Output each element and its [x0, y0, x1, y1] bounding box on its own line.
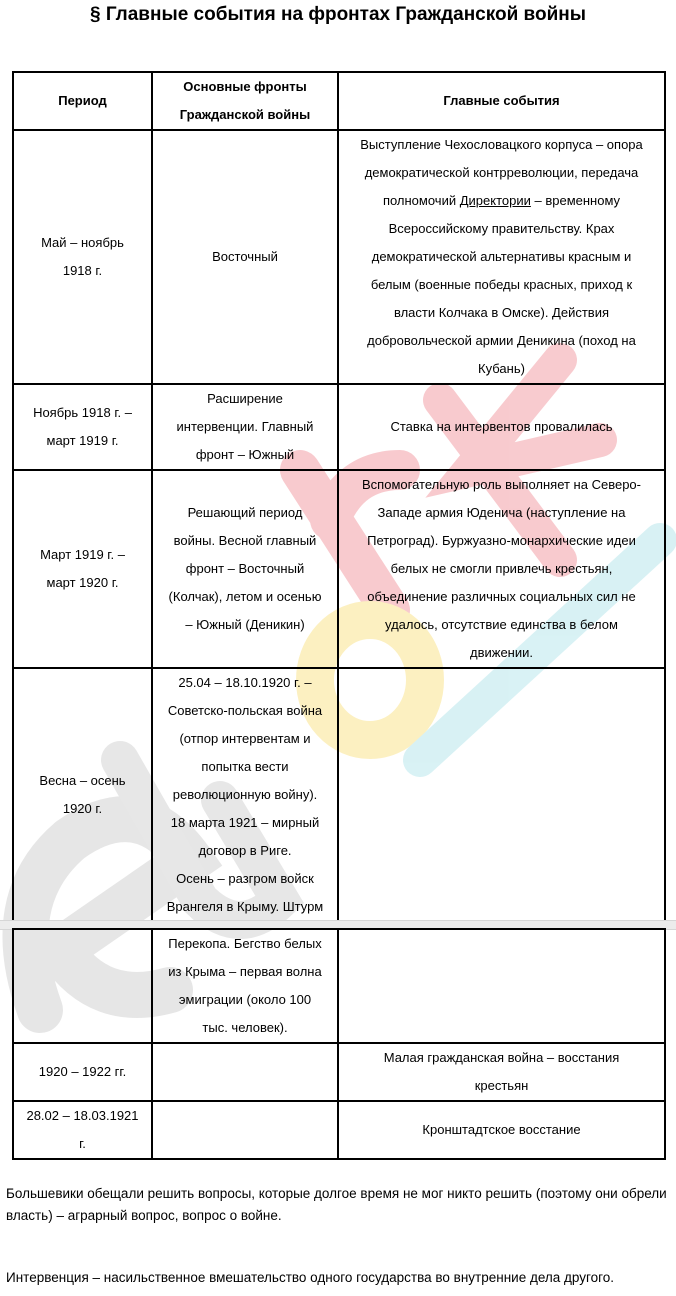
header-fronts-line2: Гражданской войны [179, 107, 311, 122]
table-row [13, 470, 665, 668]
cell-front [152, 1101, 338, 1159]
cell-events [338, 470, 665, 668]
events-line: движении. [470, 645, 533, 660]
cell-events [338, 929, 665, 1043]
events-line: удалось, отсутствие единства в белом [385, 617, 618, 632]
cell-period [13, 1043, 152, 1101]
front-line: 18 марта 1921 – мирный [170, 815, 320, 830]
front-line: интервенции. Главный [176, 419, 314, 434]
events-line: Ставка на интервентов провалилась [390, 419, 613, 434]
cell-period [13, 470, 152, 668]
front-line: фронт – Южный [195, 447, 295, 462]
cell-events [338, 384, 665, 470]
front-line: Перекопа. Бегство белых [168, 936, 322, 951]
cell-events [338, 1043, 665, 1101]
header-fronts [152, 72, 338, 130]
cell-events [338, 130, 665, 384]
table-row [13, 668, 665, 922]
front-line: договор в Риге. [198, 843, 292, 858]
header-period: Период [13, 72, 152, 130]
events-line: демократической контрреволюции, передача [364, 165, 639, 180]
page-title: § Главные события на фронтах Гражданской войны [90, 4, 586, 25]
cell-front [152, 470, 338, 668]
table-row [13, 1101, 665, 1159]
table-header-row [13, 72, 665, 130]
cell-period [13, 384, 152, 470]
events-line: крестьян [474, 1078, 529, 1093]
period-line: Весна – осень [39, 773, 126, 788]
period-line: 1920 – 1922 гг. [38, 1064, 127, 1079]
table-row [13, 384, 665, 470]
cell-front [152, 929, 338, 1043]
front-line: фронт – Восточный [185, 561, 305, 576]
events-text: – временному [530, 193, 621, 208]
events-line: Петроград). Буржуазно-монархические идеи [367, 533, 636, 548]
front-line: Осень – разгром войск [176, 871, 314, 886]
cell-front [152, 1043, 338, 1101]
front-line: Советско-польская война [167, 703, 323, 718]
front-line: (Колчак), летом и осенью [168, 589, 322, 604]
cell-period [13, 929, 152, 1043]
paragraph-bolsheviks: Большевики обещали решить вопросы, которые долгое время не мог никто решить (поэтому они обрели власть) – аграрный вопрос, вопрос о войне. [6, 1186, 667, 1223]
events-table-continued [12, 928, 666, 1160]
cell-period [13, 130, 152, 384]
period-line: Май – ноябрь [41, 235, 124, 250]
period-line: март 1919 г. [46, 433, 119, 448]
events-line: добровольческой армии Деникина (поход на [367, 333, 636, 348]
front-line: – Южный (Деникин) [185, 617, 305, 632]
events-line: Кубань) [478, 361, 525, 376]
events-line: объединение различных социальных сил не [367, 589, 636, 604]
events-line: Выступление Чехословацкого корпуса – опора [360, 137, 643, 152]
front-line: Восточный [212, 249, 278, 264]
table-row [13, 1043, 665, 1101]
events-line: белых не смогли привлечь крестьян, [390, 561, 613, 576]
events-line: белым (военные победы красных, приход к [370, 277, 633, 292]
period-line: Ноябрь 1918 г. – [33, 405, 132, 420]
front-line: 25.04 – 18.10.1920 г. – [178, 675, 312, 690]
directory-link[interactable]: Директории [459, 193, 531, 208]
events-line: Малая гражданская война – восстания [383, 1050, 620, 1065]
period-line: 1920 г. [62, 801, 103, 816]
cell-period [13, 1101, 152, 1159]
events-line: демократической альтернативы красным и [371, 249, 632, 264]
events-line: Западе армия Юденича (наступление на [377, 505, 626, 520]
period-line: 28.02 – 18.03.1921 [26, 1108, 139, 1123]
events-text: полномочий [382, 193, 460, 208]
front-line: Решающий период [187, 505, 303, 520]
cell-events [338, 668, 665, 922]
events-line [343, 187, 660, 215]
table-row [13, 130, 665, 384]
events-line: Всероссийскому правительству. Крах [388, 221, 615, 236]
header-fronts-line1: Основные фронты [183, 79, 307, 94]
period-line: Март 1919 г. – [40, 547, 125, 562]
front-line: (отпор интервентам и [179, 731, 311, 746]
cell-period [13, 668, 152, 922]
events-line: Вспомогательную роль выполняет на Северо- [362, 477, 641, 492]
events-table [12, 71, 666, 923]
period-line: март 1920 г. [46, 575, 119, 590]
paragraph-intervention: Интервенция – насильственное вмешательство одного государства во внутренние дела другого. [6, 1270, 615, 1285]
cell-front [152, 130, 338, 384]
front-line: Врангеля в Крыму. Штурм [166, 899, 324, 914]
cell-front [152, 668, 338, 922]
front-line: революционную войну). [172, 787, 318, 802]
period-line: г. [79, 1136, 86, 1151]
header-events: Главные события [338, 72, 665, 130]
cell-front [152, 384, 338, 470]
table-row [13, 929, 665, 1043]
front-line: Расширение [207, 391, 283, 406]
front-line: попытка вести [201, 759, 289, 774]
front-line: тыс. человек). [202, 1020, 288, 1035]
events-line: Кронштадтское восстание [422, 1122, 581, 1137]
period-line: 1918 г. [62, 263, 103, 278]
front-line: из Крыма – первая волна [168, 964, 322, 979]
front-line: эмиграции (около 100 [178, 992, 312, 1007]
front-line: войны. Весной главный [173, 533, 317, 548]
events-line: власти Колчака в Омске). Действия [393, 305, 610, 320]
cell-events [338, 1101, 665, 1159]
